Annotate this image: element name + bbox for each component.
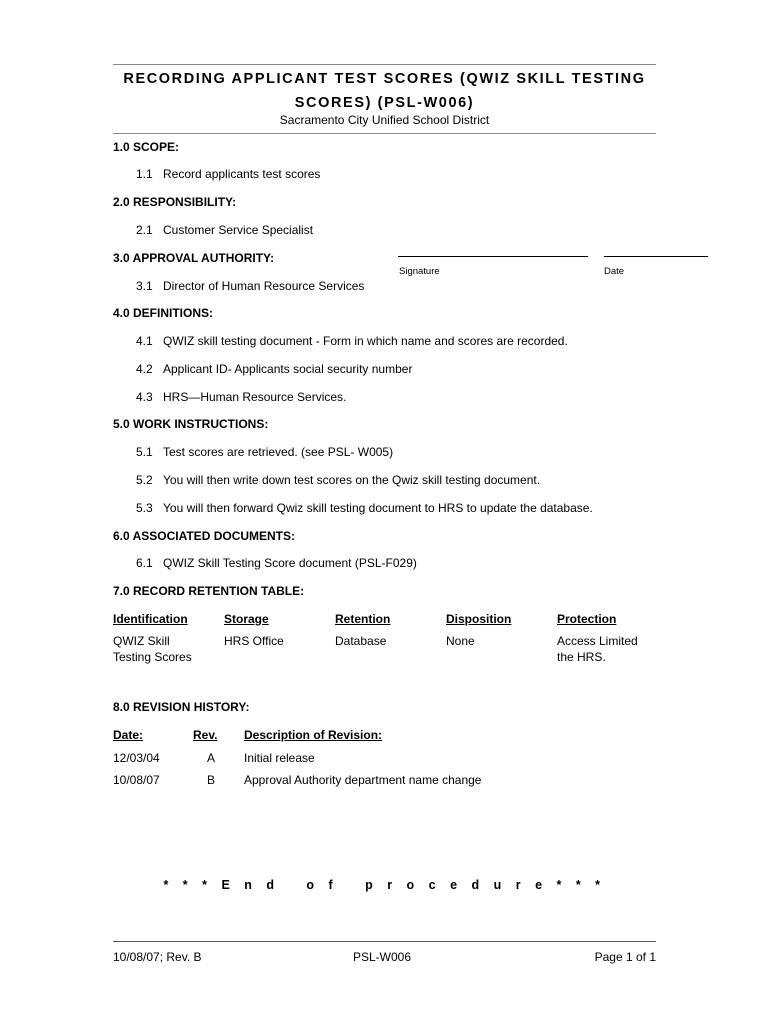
- item-text: Applicant ID- Applicants social security number: [163, 362, 413, 376]
- document-title-line-2: SCORES) (PSL-W006): [294, 95, 475, 111]
- instruction-item: [136, 445, 393, 459]
- section-heading-scope: 1.0 SCOPE:: [113, 140, 180, 154]
- revision-description: Initial release: [244, 751, 315, 765]
- end-of-procedure: * * * E n d o f p r o c e d u r e * * *: [163, 878, 606, 892]
- section-heading-record-retention: 7.0 RECORD RETENTION TABLE:: [113, 584, 305, 598]
- retention-column-header: Protection: [557, 612, 617, 626]
- revision-date: 10/08/07: [113, 773, 160, 787]
- footer-rule: [113, 941, 656, 942]
- item-number: 3.1: [136, 279, 153, 293]
- item-number: 6.1: [136, 556, 153, 570]
- revision-column-description: Description of Revision:: [244, 728, 383, 742]
- item-text: You will then forward Qwiz skill testing document to HRS to update the database.: [163, 501, 593, 515]
- retention-column-header: Storage: [224, 612, 269, 626]
- section-heading-definitions: 4.0 DEFINITIONS:: [113, 306, 214, 320]
- instruction-item: [136, 501, 593, 515]
- definition-item: [136, 390, 346, 404]
- item-number: 4.3: [136, 390, 153, 404]
- signature-line: [398, 256, 588, 257]
- retention-cell-retention: Database: [335, 634, 387, 648]
- footer-page-number: Page 1 of 1: [594, 950, 656, 964]
- item-number: 5.2: [136, 473, 153, 487]
- item-number: 4.2: [136, 362, 153, 376]
- section-heading-revision-history: 8.0 REVISION HISTORY:: [113, 700, 250, 714]
- retention-cell-protection: [557, 633, 638, 665]
- item-number: 4.1: [136, 334, 153, 348]
- item-text: Customer Service Specialist: [163, 223, 314, 237]
- retention-cell-disposition: None: [446, 634, 475, 648]
- approval-item: [136, 279, 364, 293]
- revision-column-rev: Rev.: [193, 728, 218, 742]
- item-text: HRS—Human Resource Services.: [163, 390, 347, 404]
- item-text: QWIZ Skill Testing Score document (PSL-F029): [163, 556, 417, 570]
- cell-line: Access Limited: [557, 634, 638, 648]
- section-heading-approval-authority: 3.0 APPROVAL AUTHORITY:: [113, 251, 275, 265]
- item-text: Test scores are retrieved. (see PSL- W005): [163, 445, 394, 459]
- retention-cell-storage: HRS Office: [224, 634, 284, 648]
- document-title-line-1: RECORDING APPLICANT TEST SCORES (QWIZ SKILL TESTING: [123, 71, 646, 87]
- section-heading-work-instructions: 5.0 WORK INSTRUCTIONS:: [113, 417, 269, 431]
- footer-document-id: PSL-W006: [353, 950, 412, 964]
- definition-item: [136, 334, 568, 348]
- revision-rev: A: [207, 751, 216, 765]
- revision-column-date: Date:: [113, 728, 144, 742]
- signature-label: Signature: [399, 266, 440, 277]
- scope-item: [136, 167, 320, 181]
- item-number: 5.1: [136, 445, 153, 459]
- item-text: QWIZ skill testing document - Form in which name and scores are recorded.: [163, 334, 568, 348]
- retention-column-header: Disposition: [446, 612, 512, 626]
- retention-cell-identification: [113, 633, 192, 665]
- responsibility-item: [136, 223, 313, 237]
- cell-line: the HRS.: [557, 650, 606, 664]
- instruction-item: [136, 473, 540, 487]
- definition-item: [136, 362, 412, 376]
- header-rule: [113, 133, 656, 134]
- item-text: Record applicants test scores: [163, 167, 321, 181]
- item-number: 5.3: [136, 501, 153, 515]
- revision-rev: B: [207, 773, 216, 787]
- item-text: Director of Human Resource Services: [163, 279, 365, 293]
- associated-document-item: [136, 556, 417, 570]
- revision-date: 12/03/04: [113, 751, 160, 765]
- revision-description: Approval Authority department name change: [244, 773, 482, 787]
- date-label: Date: [604, 266, 625, 277]
- footer-date-revision: 10/08/07; Rev. B: [113, 950, 202, 964]
- retention-column-header: Retention: [335, 612, 391, 626]
- cell-line: Testing Scores: [113, 650, 192, 664]
- date-line: [604, 256, 708, 257]
- top-rule: [113, 64, 656, 65]
- organization-name: Sacramento City Unified School District: [279, 113, 490, 127]
- section-heading-associated-documents: 6.0 ASSOCIATED DOCUMENTS:: [113, 529, 296, 543]
- retention-column-header: Identification: [113, 612, 188, 626]
- item-number: 1.1: [136, 167, 153, 181]
- item-number: 2.1: [136, 223, 153, 237]
- item-text: You will then write down test scores on the Qwiz skill testing document.: [163, 473, 541, 487]
- section-heading-responsibility: 2.0 RESPONSIBILITY:: [113, 195, 237, 209]
- cell-line: QWIZ Skill: [113, 634, 170, 648]
